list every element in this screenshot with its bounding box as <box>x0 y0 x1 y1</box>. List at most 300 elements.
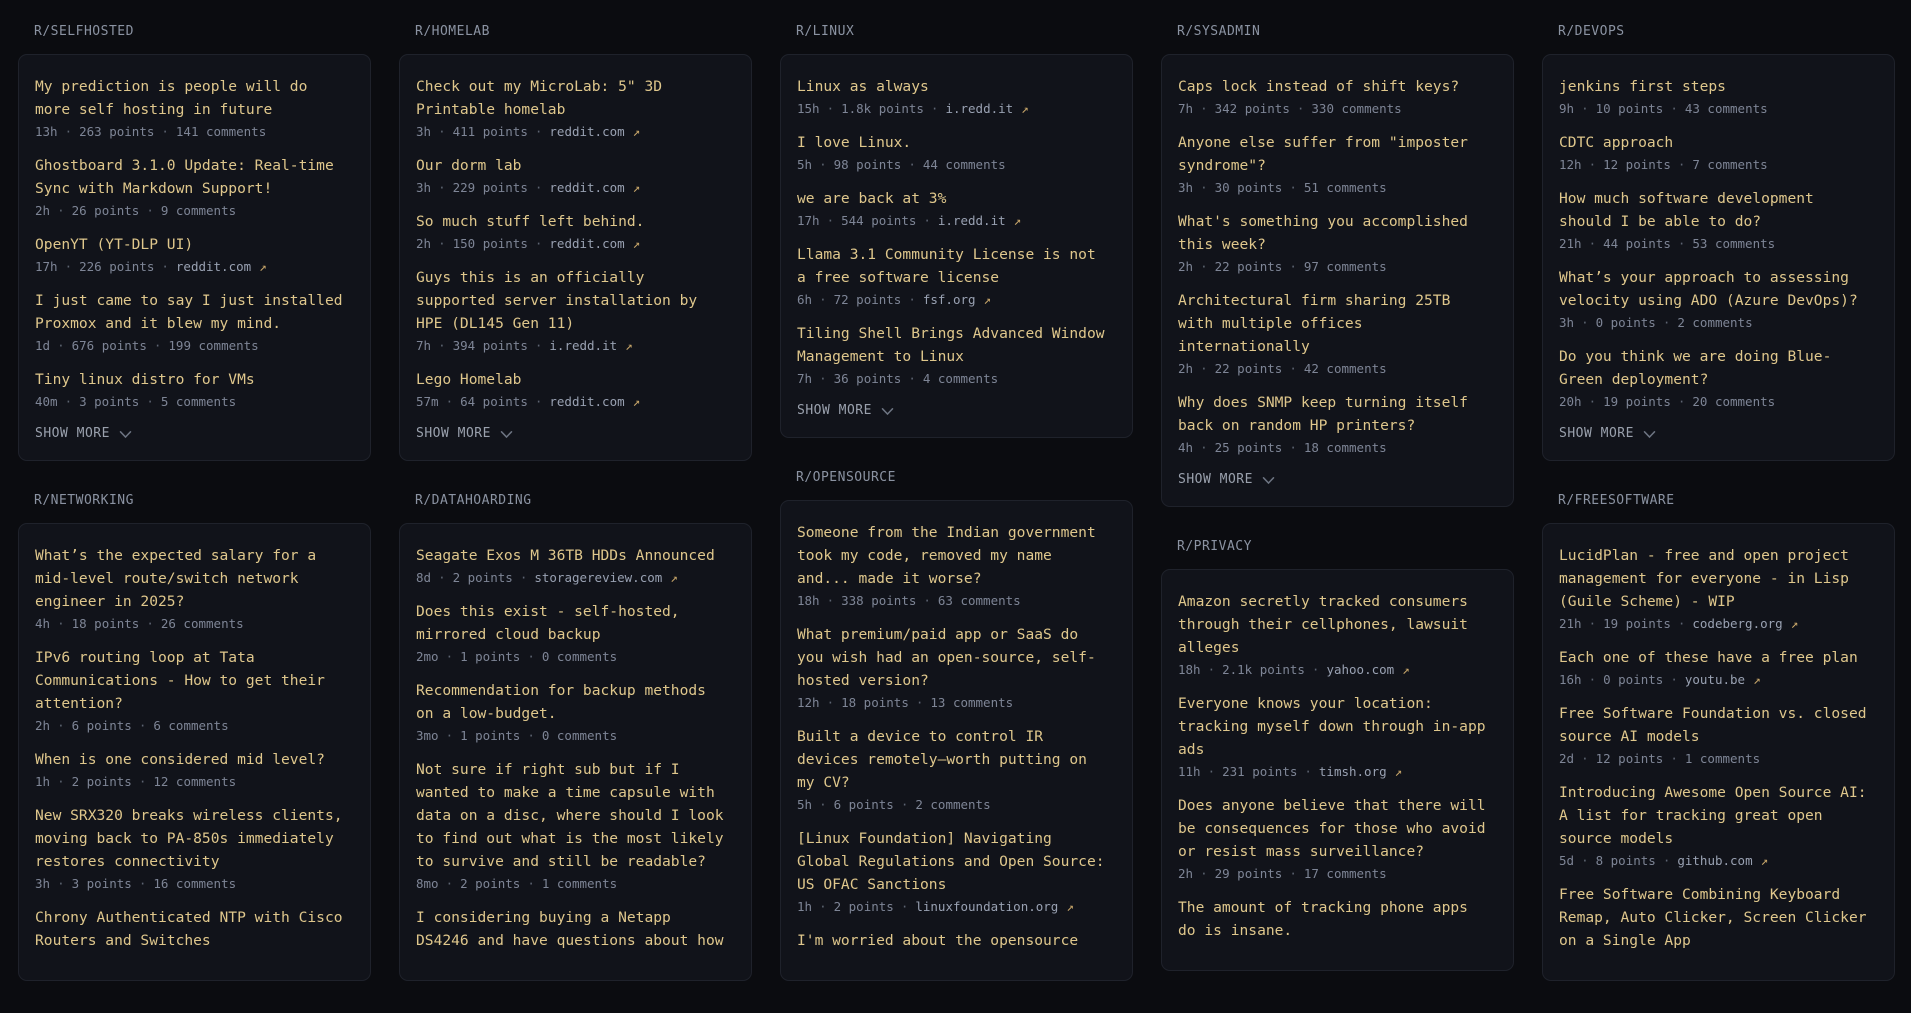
post-title[interactable]: Guys this is an officially supported server installation by HPE (DL145 Gen 11) <box>416 269 698 332</box>
show-more-label: SHOW MORE <box>797 403 872 418</box>
post <box>797 521 1108 611</box>
post-comments: 7 comments <box>1692 157 1768 172</box>
post <box>416 600 727 667</box>
post-domain-link[interactable] <box>176 259 267 274</box>
post-points: 30 points <box>1214 180 1283 195</box>
post-domain: i.redd.it <box>945 101 1014 116</box>
post-card <box>399 54 752 461</box>
post-comments: 0 comments <box>541 728 618 743</box>
meta-separator: · <box>445 649 454 664</box>
meta-separator: · <box>1677 394 1686 409</box>
post-points: 226 points <box>79 259 155 274</box>
external-link-icon: ↗ <box>632 236 641 251</box>
subreddit-column <box>780 24 1133 1013</box>
post-title[interactable]: Tiny linux distro for VMs <box>35 371 255 388</box>
post-title[interactable]: Does anyone believe that there will be consequences for those who avoid or resist mass surveillance? <box>1178 797 1486 860</box>
post-comments: 20 comments <box>1692 394 1776 409</box>
post <box>416 210 727 254</box>
post-time: 2mo <box>416 649 439 664</box>
post <box>416 368 727 412</box>
subreddit-section <box>399 493 752 981</box>
post-domain-link[interactable] <box>549 236 640 251</box>
post-points: 22 points <box>1214 259 1283 274</box>
meta-separator: · <box>138 774 147 789</box>
meta-separator: · <box>445 728 454 743</box>
post-title[interactable]: Why does SNMP keep turning itself back on random HP printers? <box>1178 394 1468 434</box>
post-comments: 51 comments <box>1303 180 1387 195</box>
post-title[interactable]: we are back at 3% <box>797 190 947 207</box>
post-title[interactable]: I'm worried about the opensource <box>797 932 1079 949</box>
post-title[interactable]: Not sure if right sub but if I wanted to make a time capsule with data on a disc, where should I look to find out what is the most likely to survive and still be readable? <box>416 761 724 870</box>
post-list <box>1559 544 1870 952</box>
post-title[interactable]: Introducing Awesome Open Source AI: A list for tracking great open source models <box>1559 784 1867 847</box>
post <box>416 679 727 746</box>
post-list <box>416 75 727 412</box>
post-time: 3h <box>1178 180 1194 195</box>
subreddit-header[interactable]: R/HOMELAB <box>415 24 490 39</box>
post-points: 0 points <box>1603 672 1664 687</box>
post-points: 1 points <box>460 728 521 743</box>
post-title[interactable]: New SRX320 breaks wireless clients, moving back to PA-850s immediately restores connectivity <box>35 807 343 870</box>
post <box>416 758 727 894</box>
post-points: 342 points <box>1214 101 1290 116</box>
post-title[interactable]: Llama 3.1 Community License is not a free software license <box>797 246 1096 286</box>
post-comments: 0 comments <box>541 649 618 664</box>
chevron-down-icon <box>881 407 894 416</box>
meta-separator: · <box>1200 259 1208 274</box>
external-link-icon: ↗ <box>1021 101 1029 116</box>
show-more-label: SHOW MORE <box>1178 472 1253 487</box>
post-meta <box>416 391 727 412</box>
post-title[interactable]: [Linux Foundation] Navigating Global Regulations and Open Source: US OFAC Sanctions <box>797 830 1105 893</box>
post-domain-link[interactable] <box>945 101 1028 116</box>
post-time: 17h <box>35 259 58 274</box>
meta-separator: · <box>534 236 543 251</box>
post-meta <box>35 335 346 356</box>
meta-separator: · <box>1588 394 1597 409</box>
post <box>1178 131 1489 198</box>
post <box>35 75 346 142</box>
meta-separator: · <box>445 876 454 891</box>
post-title[interactable]: Anyone else suffer from "imposter syndrome"? <box>1178 134 1468 174</box>
subreddit-column <box>1542 24 1895 1013</box>
post <box>416 266 727 356</box>
post-meta <box>1559 669 1870 690</box>
post-time: 2h <box>1178 866 1194 881</box>
post-domain: storagereview.com <box>534 570 663 585</box>
meta-separator: · <box>1677 157 1686 172</box>
post <box>1178 391 1489 458</box>
post-meta <box>416 177 727 198</box>
post <box>797 131 1108 175</box>
subreddit-section <box>18 24 371 461</box>
post-title[interactable]: Architectural firm sharing 25TB with multiple offices internationally <box>1178 292 1451 355</box>
meta-separator: · <box>1200 101 1208 116</box>
post-time: 2d <box>1559 751 1575 766</box>
post-time: 7h <box>1178 101 1194 116</box>
post-card <box>780 500 1133 981</box>
post <box>35 646 346 736</box>
post-domain-link[interactable] <box>534 570 677 585</box>
post-meta <box>416 646 727 667</box>
meta-separator: · <box>1207 662 1216 677</box>
post <box>797 623 1108 713</box>
post-title[interactable]: Recommendation for backup methods on a low-budget. <box>416 682 706 722</box>
meta-separator: · <box>438 124 446 139</box>
post-title[interactable]: Our dorm lab <box>416 157 522 174</box>
meta-separator: · <box>527 876 535 891</box>
meta-separator: · <box>1581 315 1589 330</box>
post <box>1178 692 1489 782</box>
show-more-button[interactable] <box>1559 424 1656 444</box>
post-title[interactable]: The amount of tracking phone apps do is insane. <box>1178 899 1468 939</box>
post-comments: 63 comments <box>937 593 1021 608</box>
post <box>1178 210 1489 277</box>
post-list <box>1559 75 1870 412</box>
post-title[interactable]: I just came to say I just installed Proxmox and it blew my mind. <box>35 292 343 332</box>
post-time: 3mo <box>416 728 439 743</box>
meta-separator: · <box>923 213 931 228</box>
subreddit-section <box>1542 493 1895 981</box>
post-title[interactable]: My prediction is people will do more self hosting in future <box>35 78 308 118</box>
post-title[interactable]: Linux as always <box>797 78 929 95</box>
post-time: 20h <box>1559 394 1582 409</box>
post-title[interactable]: jenkins first steps <box>1559 78 1726 95</box>
meta-separator: · <box>1670 751 1678 766</box>
meta-separator: · <box>534 180 543 195</box>
meta-separator: · <box>1289 259 1297 274</box>
post-points: 44 points <box>1603 236 1671 251</box>
subreddit-header[interactable]: R/OPENSOURCE <box>796 470 896 485</box>
post-domain: reddit.com <box>549 124 625 139</box>
post-list <box>35 75 346 412</box>
subreddit-header[interactable]: R/DEVOPS <box>1558 24 1625 39</box>
post-time: 2h <box>416 236 432 251</box>
post-title[interactable]: Built a device to control IR devices remotely—worth putting on my CV? <box>797 728 1087 791</box>
post-points: 1 points <box>460 649 521 664</box>
post-time: 3h <box>416 124 432 139</box>
post-comments: 5 comments <box>160 394 237 409</box>
post-title[interactable]: Do you think we are doing Blue-Green deployment? <box>1559 348 1832 388</box>
post-time: 2h <box>1178 361 1194 376</box>
post-points: 2 points <box>452 570 513 585</box>
post-domain: reddit.com <box>549 394 625 409</box>
subreddit-column <box>1161 24 1514 1003</box>
post-points: 19 points <box>1603 616 1671 631</box>
post-comments: 16 comments <box>153 876 237 891</box>
external-link-icon: ↗ <box>1394 764 1403 779</box>
post-title[interactable]: Tiling Shell Brings Advanced Window Management to Linux <box>797 325 1105 365</box>
post-domain: i.redd.it <box>937 213 1006 228</box>
subreddit-header[interactable]: R/PRIVACY <box>1177 539 1252 554</box>
post-domain-link[interactable] <box>915 899 1074 914</box>
meta-separator: · <box>57 338 65 353</box>
meta-separator: · <box>438 180 446 195</box>
post-time: 9h <box>1559 101 1575 116</box>
post-comments: 26 comments <box>160 616 244 631</box>
post <box>1178 896 1489 942</box>
show-more-label: SHOW MORE <box>416 426 491 441</box>
meta-separator: · <box>915 695 924 710</box>
post-meta <box>1178 358 1489 379</box>
post-meta <box>797 590 1108 611</box>
post-meta <box>1559 748 1870 769</box>
post-domain: codeberg.org <box>1692 616 1783 631</box>
post-time: 1h <box>35 774 51 789</box>
post-points: 2 points <box>71 774 132 789</box>
post-points: 12 points <box>1595 751 1664 766</box>
post-comments: 330 comments <box>1311 101 1402 116</box>
post-domain-link[interactable] <box>923 292 991 307</box>
meta-separator: · <box>819 797 827 812</box>
post-title[interactable]: Seagate Exos M 36TB HDDs Announced <box>416 547 715 564</box>
post-points: 36 points <box>833 371 902 386</box>
post-meta <box>35 873 346 894</box>
post-points: 6 points <box>71 718 132 733</box>
show-more-button[interactable] <box>1178 470 1275 490</box>
post <box>1178 794 1489 884</box>
post <box>1559 131 1870 175</box>
post-time: 8d <box>416 570 432 585</box>
post-title[interactable]: CDTC approach <box>1559 134 1674 151</box>
post-time: 5h <box>797 157 813 172</box>
post-time: 2h <box>35 718 51 733</box>
post-domain-link[interactable] <box>938 213 1021 228</box>
post-title[interactable]: Lego Homelab <box>416 371 522 388</box>
post-comments: 44 comments <box>922 157 1006 172</box>
post-list <box>1178 75 1489 458</box>
post-title[interactable]: Chrony Authenticated NTP with Cisco Routers and Switches <box>35 909 343 949</box>
post-domain-link[interactable] <box>1685 672 1761 687</box>
subreddit-header[interactable]: R/NETWORKING <box>34 493 134 508</box>
post-points: 2.1k points <box>1222 662 1305 677</box>
post-meta <box>797 98 1108 119</box>
post-meta <box>35 715 346 736</box>
post-time: 21h <box>1559 236 1582 251</box>
post-comments: 1 comments <box>541 876 618 891</box>
meta-separator: · <box>1588 236 1597 251</box>
post <box>1559 702 1870 769</box>
post-comments: 1 comments <box>1684 751 1761 766</box>
meta-separator: · <box>438 570 446 585</box>
post-domain-link[interactable] <box>1677 853 1768 868</box>
post-domain-link[interactable] <box>549 124 640 139</box>
post-meta <box>416 335 727 356</box>
post-title[interactable]: So much stuff left behind. <box>416 213 645 230</box>
post-comments: 18 comments <box>1303 440 1387 455</box>
meta-separator: · <box>1304 764 1312 779</box>
post-meta <box>35 613 346 634</box>
post-title[interactable]: What’s your approach to assessing velocity using ADO (Azure DevOps)? <box>1559 269 1858 309</box>
meta-separator: · <box>1207 764 1216 779</box>
meta-separator: · <box>1200 866 1208 881</box>
post-comments: 141 comments <box>175 124 267 139</box>
post-comments: 6 comments <box>153 718 229 733</box>
chevron-down-icon <box>500 430 513 439</box>
subreddit-header[interactable]: R/SYSADMIN <box>1177 24 1261 39</box>
chevron-down-icon <box>119 430 132 439</box>
external-link-icon: ↗ <box>632 180 641 195</box>
post-card <box>18 54 371 461</box>
meta-separator: · <box>1289 180 1297 195</box>
post-domain-link[interactable] <box>549 338 632 353</box>
post-time: 3h <box>416 180 432 195</box>
post <box>35 544 346 634</box>
post-time: 15h <box>797 101 820 116</box>
post-points: 8 points <box>1595 853 1656 868</box>
meta-separator: · <box>1289 361 1297 376</box>
post-points: 2 points <box>460 876 521 891</box>
post-title[interactable]: Free Software Combining Keyboard Remap, Auto Clicker, Screen Clicker on a Single App <box>1559 886 1867 949</box>
subreddit-section <box>18 493 371 981</box>
meta-separator: · <box>1588 616 1597 631</box>
show-more-button[interactable] <box>416 424 513 444</box>
subreddit-header[interactable]: R/FREESOFTWARE <box>1558 493 1675 508</box>
post-title[interactable]: Caps lock instead of shift keys? <box>1178 78 1460 95</box>
post-card <box>399 523 752 981</box>
post-points: 676 points <box>71 338 147 353</box>
post <box>797 827 1108 917</box>
post-card <box>1161 54 1514 507</box>
post-points: 98 points <box>833 157 902 172</box>
post-comments: 12 comments <box>153 774 237 789</box>
post-title[interactable]: Amazon secretly tracked consumers through their cellphones, lawsuit alleges <box>1178 593 1468 656</box>
post <box>35 289 346 356</box>
post-domain: youtu.be <box>1684 672 1746 687</box>
post-domain-link[interactable] <box>1319 764 1402 779</box>
post-meta <box>1178 863 1489 884</box>
external-link-icon: ↗ <box>1760 853 1769 868</box>
meta-separator: · <box>438 338 446 353</box>
post-title[interactable]: Free Software Foundation vs. closed source AI models <box>1559 705 1867 745</box>
meta-separator: · <box>534 124 543 139</box>
meta-separator: · <box>819 157 827 172</box>
post-time: 4h <box>35 616 51 631</box>
meta-separator: · <box>64 124 73 139</box>
post-meta <box>797 210 1108 231</box>
post-domain-link[interactable] <box>549 180 640 195</box>
post-meta <box>797 896 1108 917</box>
post-title[interactable]: How much software development should I be able to do? <box>1559 190 1814 230</box>
post-time: 57m <box>416 394 439 409</box>
post-domain: i.redd.it <box>549 338 618 353</box>
post-comments: 199 comments <box>168 338 259 353</box>
post-meta <box>1178 256 1489 277</box>
post-meta <box>1178 177 1489 198</box>
post-title[interactable]: Everyone knows your location: tracking myself down through in-app ads <box>1178 695 1486 758</box>
post-time: 11h <box>1178 764 1201 779</box>
post-title[interactable]: What's something you accomplished this week? <box>1178 213 1468 253</box>
external-link-icon: ↗ <box>983 292 992 307</box>
subreddit-header[interactable]: R/SELFHOSTED <box>34 24 134 39</box>
meta-separator: · <box>900 899 909 914</box>
meta-separator: · <box>1200 440 1208 455</box>
post-meta <box>35 771 346 792</box>
post <box>1559 266 1870 333</box>
post-domain: fsf.org <box>922 292 976 307</box>
post-points: 263 points <box>79 124 155 139</box>
post-points: 394 points <box>452 338 528 353</box>
post-meta <box>797 692 1108 713</box>
post-title[interactable]: What premium/paid app or SaaS do you wish had an open-source, self-hosted version? <box>797 626 1096 689</box>
meta-separator: · <box>1662 853 1671 868</box>
post-time: 2h <box>1178 259 1194 274</box>
meta-separator: · <box>146 616 154 631</box>
post-points: 22 points <box>1214 361 1283 376</box>
post-points: 3 points <box>79 394 140 409</box>
post-comments: 13 comments <box>930 695 1014 710</box>
meta-separator: · <box>64 394 73 409</box>
subreddit-header[interactable]: R/DATAHOARDING <box>415 493 532 508</box>
post <box>1178 75 1489 119</box>
subreddit-header[interactable]: R/LINUX <box>796 24 855 39</box>
post-title[interactable]: Someone from the Indian government took my code, removed my name and... made it worse? <box>797 524 1096 587</box>
post-domain-link[interactable] <box>549 394 640 409</box>
post-card <box>1161 569 1514 971</box>
post-title[interactable]: I love Linux. <box>797 134 912 151</box>
meta-separator: · <box>819 292 827 307</box>
post <box>1559 75 1870 119</box>
post-title[interactable]: LucidPlan - free and open project management for everyone - in Lisp (Guile Scheme) - WIP <box>1559 547 1849 610</box>
external-link-icon: ↗ <box>632 394 641 409</box>
post-time: 3h <box>35 876 51 891</box>
post-points: 12 points <box>1603 157 1671 172</box>
post-meta <box>416 567 727 588</box>
show-more-button[interactable] <box>35 424 132 444</box>
show-more-label: SHOW MORE <box>1559 426 1634 441</box>
post-list <box>416 544 727 952</box>
show-more-button[interactable] <box>797 401 894 421</box>
post-meta <box>1559 98 1870 119</box>
external-link-icon: ↗ <box>1013 213 1022 228</box>
post-domain: reddit.com <box>549 236 625 251</box>
post-title[interactable]: Ghostboard 3.1.0 Update: Real-time Sync with Markdown Support! <box>35 157 334 197</box>
post-comments: 42 comments <box>1303 361 1387 376</box>
meta-separator: · <box>138 718 147 733</box>
external-link-icon: ↗ <box>1066 899 1074 914</box>
post-time: 2h <box>35 203 51 218</box>
post-points: 3 points <box>71 876 132 891</box>
post-comments: 9 comments <box>160 203 237 218</box>
post-title[interactable]: OpenYT (YT-DLP UI) <box>35 236 194 253</box>
post-title[interactable]: What’s the expected salary for a mid-level route/switch network engineer in 2025? <box>35 547 317 610</box>
meta-separator: · <box>1200 180 1208 195</box>
meta-separator: · <box>57 774 65 789</box>
post-title[interactable]: Check out my MicroLab: 5" 3D Printable homelab <box>416 78 663 118</box>
post-domain: reddit.com <box>549 180 625 195</box>
meta-separator: · <box>1670 672 1678 687</box>
post-title[interactable]: I considering buying a Netapp DS4246 and have questions about how <box>416 909 724 949</box>
meta-separator: · <box>57 718 65 733</box>
post-time: 18h <box>1178 662 1201 677</box>
post <box>35 748 346 792</box>
post-time: 5d <box>1559 853 1575 868</box>
post-points: 231 points <box>1222 764 1298 779</box>
post-domain-link[interactable] <box>1326 662 1409 677</box>
post-meta <box>1178 659 1489 680</box>
post-meta <box>416 121 727 142</box>
post-title[interactable]: When is one considered mid level? <box>35 751 325 768</box>
post-points: 10 points <box>1595 101 1664 116</box>
post-title[interactable]: IPv6 routing loop at Tata Communications - How to get their attention? <box>35 649 325 712</box>
post-title[interactable]: Each one of these have a free plan <box>1559 649 1858 666</box>
meta-separator: · <box>1670 101 1678 116</box>
post-title[interactable]: Does this exist - self-hosted, mirrored cloud backup <box>416 603 680 643</box>
post-list <box>797 75 1108 389</box>
post-time: 8mo <box>416 876 439 891</box>
post-domain-link[interactable] <box>1692 616 1798 631</box>
show-more-label: SHOW MORE <box>35 426 110 441</box>
